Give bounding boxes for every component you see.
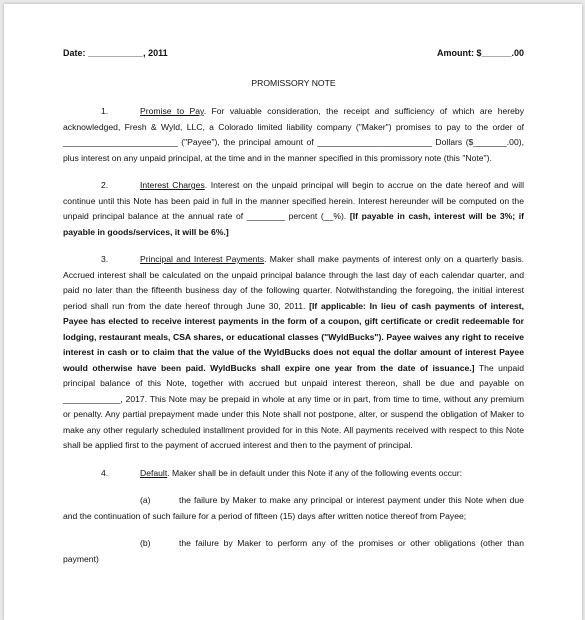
section-number: 3.	[101, 254, 109, 264]
section-text: . Interest on the unpaid principal will begin to accrue on the date hereof and will continue until this Note has been paid in full in the manner specified herein. Interest hereunder will be computed on the unpaid principal balance at the annual rate of ________ percent (__%).	[63, 180, 524, 221]
date-field: Date: ___________, 2011	[63, 48, 168, 58]
section-text: . Maker shall be in default under this Note if any of the following events occur:	[167, 467, 462, 478]
section-number: 4.	[101, 467, 109, 478]
item-text: the failure by Maker to perform any of the promises or other obligations (other than payment)	[63, 538, 524, 564]
section-default	[63, 466, 524, 482]
amount-field: Amount: $______.00	[436, 48, 524, 58]
section-heading: Default	[140, 467, 168, 478]
section-text: . Maker shall make payments of interest only on a quarterly basis. Accrued interest shall be calculated on the unpaid principal balance through the last day of each calendar quarter, and paid no later than the fifteenth business day of the following quarter. Notwithstanding the foregoing, the initial interest period shall run from the date hereof through June 30, 2011.	[63, 254, 525, 311]
item-text: the failure by Maker to make any principal or interest payment under this Note when due and the continuation of such failure for a period of fifteen (15) days after written notice thereof from Payee;	[63, 495, 524, 521]
section-heading: Promise to Pay	[140, 106, 204, 116]
default-item-b	[63, 536, 524, 567]
section-interest-charges	[63, 178, 524, 240]
section-text: . For valuable consideration, the receipt and sufficiency of which are hereby acknowledged, Fresh & Wyld, LLC, a Colorado limited liability company ("Maker") promises to pay to the order of ________________________ ("Payee"), the principal amount of ________________________ Dollars ($_______.00), plus interest on any unpaid principal, at the time and in the manner specified in this promissory note (this "Note").	[63, 106, 524, 163]
item-label: (a)	[140, 495, 151, 505]
default-item-a	[63, 493, 524, 524]
document-page	[4, 4, 582, 620]
section-bold-note: [If applicable: In lieu of cash payments of interest, Payee has elected to receive interest payments in the form of a coupon, gift certificate or credit redeemable for lodging, restaurant meals, CSA shares, or educational classes ("WyldBucks"). Payee waives any right to receive interest in cash or to claim that the value of the WyldBucks does not equal the dollar amount of interest Payee would otherwise have been paid. WyldBucks shall expire one year from the date of issuance.]	[63, 300, 524, 373]
section-number: 2.	[101, 180, 109, 190]
section-heading: Principal and Interest Payments	[140, 254, 265, 264]
document-title: PROMISSORY NOTE	[251, 77, 336, 88]
section-promise-to-pay	[63, 104, 524, 166]
section-principal-interest	[63, 252, 524, 454]
section-bold-note: [If payable in cash, interest will be 3%; if payable in goods/services, it will be 6%.]	[63, 211, 525, 237]
item-label: (b)	[140, 538, 151, 548]
section-number: 1.	[101, 106, 109, 116]
header-row	[63, 46, 524, 62]
document-body	[63, 46, 524, 579]
section-heading: Interest Charges	[140, 180, 205, 190]
section-text-continued: The unpaid principal balance of this Note, together with accrued but unpaid interest thereon, shall be due and payable on ____________, 2017. This Note may be prepaid in whole at any time or in part, from time to time, without any premium or penalty. Any partial prepayment made under this Note shall not postpone, alter, or suspend the obligation of Maker to make any other regularly scheduled installment provided for in this Note. All payments received with respect to this Note shall be applied first to the payment of accrued interest and then to the payment of principal.	[63, 362, 524, 450]
